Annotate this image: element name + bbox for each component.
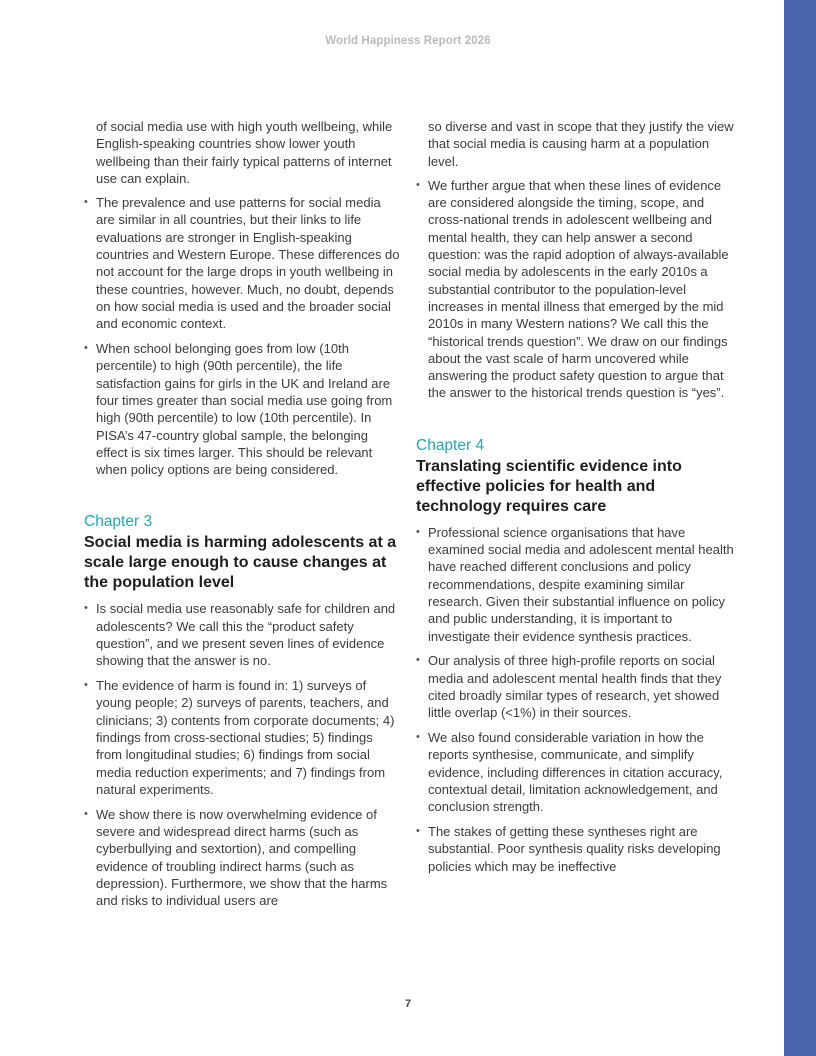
- chapter-label: Chapter 4: [416, 436, 485, 454]
- page-number: 7: [404, 998, 412, 1010]
- list-item: • We further argue that when these lines of evidence are considered alongside the timing, scope, and cross-national trends in adolescent wellbeing and mental health, they can help answer a second question: was the rapid adoption of always-available social media by adolescents in the early 2010s a substantial contributor to the population-level increases in mental illness that emerged by the mid 2010s in many Western nations? We call this the “historical trends question”. We draw on our findings about the vast scale of harm uncovered while answering the product safety question to argue that the answer to the historical trends question is “yes”.: [416, 177, 734, 402]
- chapter-title: Translating scientific evidence into effective policies for health and technology requires care: [416, 457, 682, 515]
- side-accent-bar: [784, 0, 816, 1056]
- list-item: • We show there is now overwhelming evidence of severe and widespread direct harms (such as cyberbullying and sextortion), and compelling evidence of troubling indirect harms (such as depression). Furthermore, we show that the harms and risks to individual users are: [84, 806, 402, 910]
- list-item: • Is social media use reasonably safe for children and adolescents? We call this the “product safety question”, and we present seven lines of evidence showing that the answer is no.: [84, 600, 402, 669]
- list-item: • We also found considerable variation in how the reports synthesise, communicate, and simplify evidence, including differences in citation accuracy, contextual detail, limitation acknowledgement, and conclusion strength.: [416, 729, 734, 815]
- running-header: World Happiness Report 2026: [325, 35, 491, 47]
- continuation-text: of social media use with high youth wellbeing, while English-speaking countries show lower youth wellbeing than their fairly typical patterns of internet use can explain.: [96, 119, 393, 186]
- left-column: [84, 118, 402, 917]
- list-item: • Professional science organisations that have examined social media and adolescent mental health have reached different conclusions and policy recommendations, despite examining similar research. Given their substantial influence on policy and public understanding, it is important to investigate their evidence synthesis practices.: [416, 524, 734, 645]
- chapter-label: Chapter 3: [84, 513, 153, 531]
- list-item: • When school belonging goes from low (10th percentile) to high (90th percentile), the life satisfaction gains for girls in the UK and Ireland are four times greater than social media use going from high (90th percentile) to low (10th percentile). In PISA’s 47-country global sample, the belonging effect is six times larger. This should be relevant when policy options are being considered.: [84, 340, 402, 478]
- chapter-title: Social media is harming adolescents at a scale large enough to cause changes at the population level: [84, 534, 397, 592]
- right-column: [416, 118, 734, 882]
- list-item: • The evidence of harm is found in: 1) surveys of young people; 2) surveys of parents, teachers, and clinicians; 3) contents from corporate documents; 4) findings from cross-sectional studies; 5) findings from longitudinal studies; 6) findings from social media reduction experiments; and 7) findings from natural experiments.: [84, 677, 402, 798]
- chapter-3-section: [84, 512, 402, 909]
- list-item: • Our analysis of three high-profile reports on social media and adolescent mental health finds that they cited broadly similar types of research, yet showed little overlap (<1%) in their sources.: [416, 652, 734, 721]
- list-item: • The prevalence and use patterns for social media are similar in all countries, but their links to life evaluations are stronger in English-speaking countries and Western Europe. These differences do not account for the large drops in youth wellbeing in these countries, however. Much, no doubt, depends on how social media is used and the broader social and economic context.: [84, 194, 402, 332]
- list-item: • The stakes of getting these syntheses right are substantial. Poor synthesis quality risks developing policies which may be ineffective: [416, 823, 734, 875]
- continuation-text: so diverse and vast in scope that they justify the view that social media is causing harm at a population level.: [428, 119, 734, 169]
- chapter-4-section: [416, 436, 734, 875]
